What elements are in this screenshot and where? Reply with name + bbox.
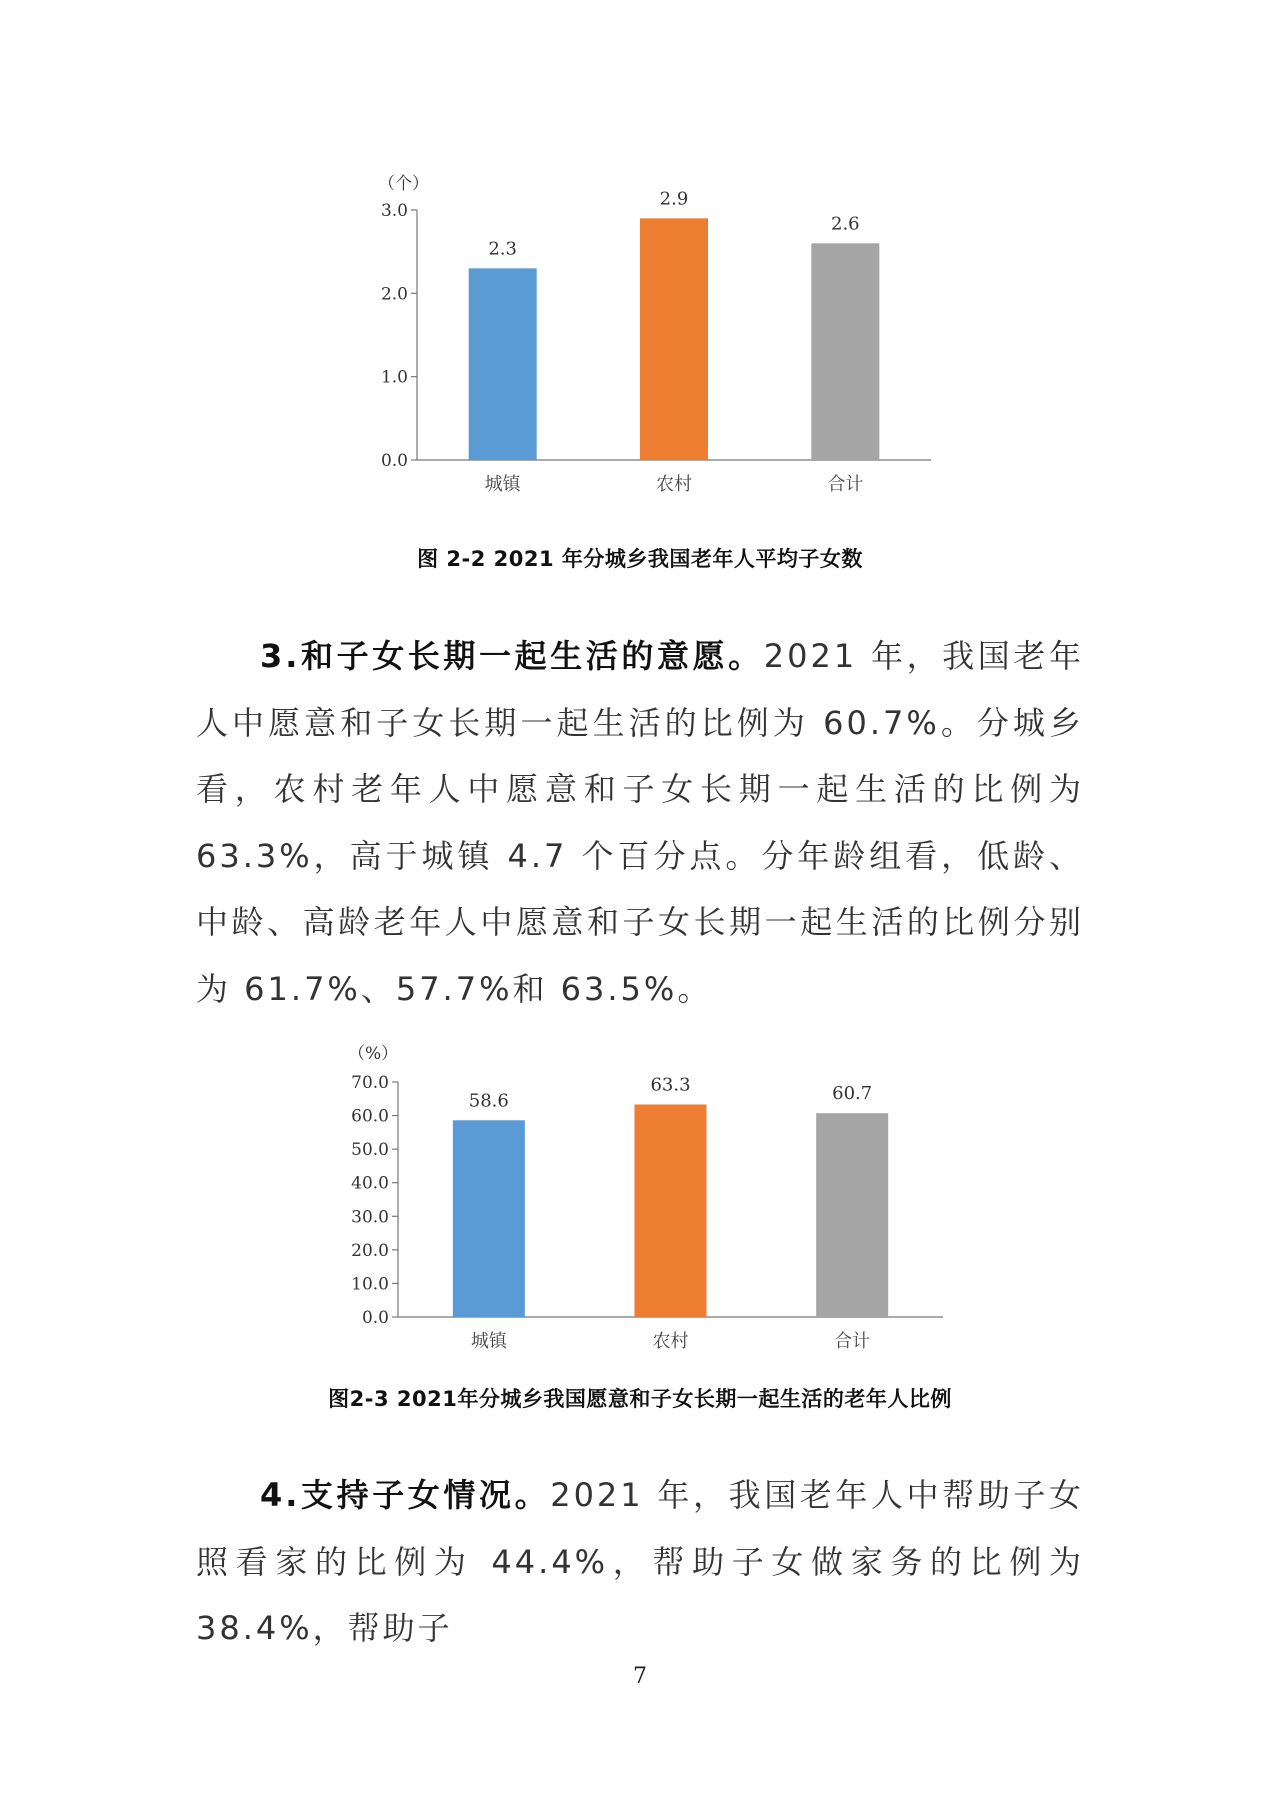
- section-3-lead: 3.和子女长期一起生活的意愿。: [260, 637, 764, 675]
- bar-合计: [811, 243, 879, 460]
- y-tick-label: 50.0: [351, 1140, 389, 1161]
- bar-农村: [635, 1104, 707, 1317]
- bar-value-label: 2.6: [831, 213, 860, 235]
- y-unit-label: （%）: [348, 1044, 399, 1064]
- y-tick-label: 30.0: [351, 1207, 389, 1228]
- y-unit-label: （个）: [378, 174, 429, 194]
- bar-合计: [816, 1113, 888, 1317]
- y-tick-label: 20.0: [351, 1240, 389, 1261]
- x-category-label: 城镇: [470, 1331, 507, 1350]
- x-category-label: 合计: [827, 474, 864, 495]
- y-tick-label: 0.0: [380, 451, 408, 471]
- section-4-body: 2021 年，我国老年人中帮助子女照看家的比例为 44.4%，帮助子女做家务的比例为 38.4%，帮助子: [196, 1476, 1084, 1647]
- bar-农村: [640, 218, 708, 460]
- bar-城镇: [453, 1120, 525, 1317]
- y-tick-label: 0.0: [361, 1308, 389, 1328]
- y-tick-label: 40.0: [351, 1173, 389, 1194]
- bar-value-label: 58.6: [468, 1090, 509, 1112]
- y-tick-label: 2.0: [380, 284, 408, 305]
- x-category-label: 合计: [834, 1331, 871, 1350]
- chart-willing-ratio: [0, 1030, 1280, 1350]
- section-4-lead: 4.支持子女情况。: [260, 1476, 551, 1514]
- y-tick-label: 60.0: [351, 1106, 389, 1127]
- bar-城镇: [469, 268, 537, 460]
- section-3-paragraph: [196, 623, 1084, 1022]
- figure-caption-2-3: 图2-3 2021年分城乡我国愿意和子女长期一起生活的老年人比例: [328, 1387, 952, 1411]
- chart-avg-children: [0, 150, 1280, 510]
- x-category-label: 城镇: [484, 474, 521, 495]
- x-category-label: 农村: [656, 474, 692, 495]
- section-4-paragraph: [196, 1462, 1084, 1662]
- figure-caption-2-2: 图 2-2 2021 年分城乡我国老年人平均子女数: [417, 547, 863, 571]
- bar-value-label: 2.9: [659, 188, 689, 210]
- bar-value-label: 60.7: [832, 1083, 873, 1105]
- y-tick-label: 1.0: [380, 367, 408, 388]
- x-category-label: 农村: [652, 1331, 689, 1350]
- bar-value-label: 63.3: [650, 1074, 691, 1096]
- page-number: 7: [633, 1664, 647, 1689]
- chart-avg-children-svg: [0, 150, 1280, 510]
- section-3-body: 2021 年，我国老年人中愿意和子女长期一起生活的比例为 60.7%。分城乡看，农村老年人中愿意和子女长期一起生活的比例为 63.3%，高于城镇 4.7 个百分点。分年龄组看，低龄、中龄、高龄老年人中愿意和子女长期一起生活的比例分别为 61.7%、57.7%和 63.5%。: [196, 637, 1084, 1008]
- bar-value-label: 2.3: [488, 238, 517, 260]
- y-tick-label: 3.0: [380, 201, 408, 221]
- chart-willing-ratio-svg: [0, 1030, 1280, 1350]
- y-tick-label: 70.0: [351, 1073, 389, 1093]
- y-tick-label: 10.0: [351, 1274, 389, 1295]
